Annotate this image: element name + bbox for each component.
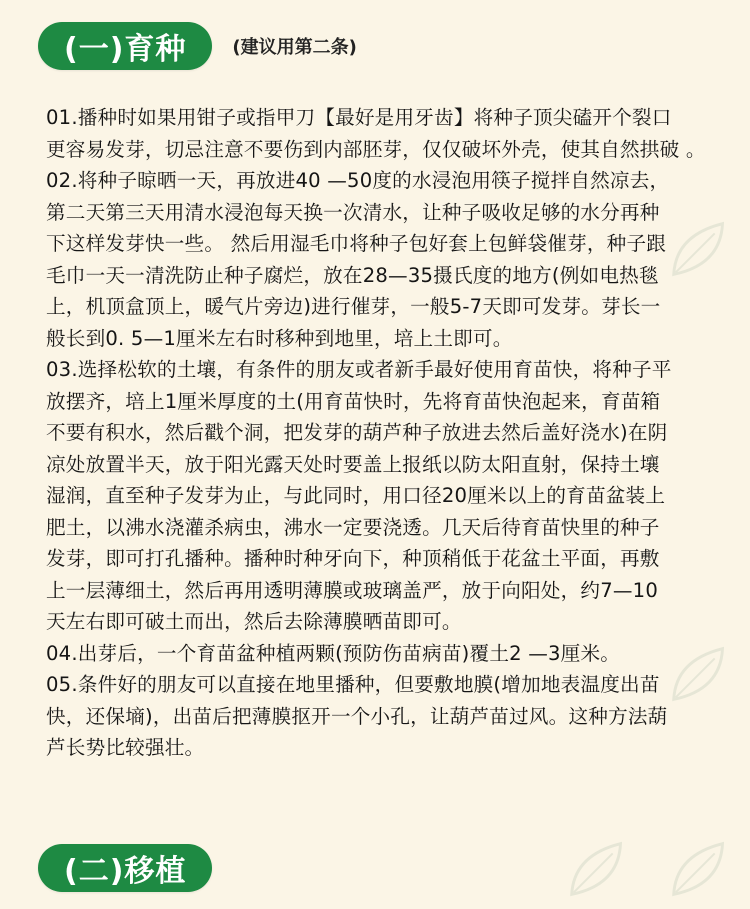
section-header-transplant: [38, 843, 212, 893]
text-line: 湿润，直至种子发芽为止，与此同时，用口径20厘米以上的育苗盆装上: [46, 484, 666, 507]
section-title-transplant: (二)移植: [38, 844, 212, 892]
text-line: 放摆齐，培上1厘米厚度的土(用育苗快时，先将育苗快泡起来，育苗箱: [46, 389, 661, 413]
leaf-watermark-icon: [664, 215, 742, 285]
text-line: 05.条件好的朋友可以直接在地里播种，但要敷地膜(增加地表温度出苗: [46, 673, 660, 696]
text-line: 02.将种子晾晒一天，再放进40 —50度的水浸泡用筷子搅拌自然凉去，: [46, 169, 670, 192]
text-line: 凉处放置半天，放于阳光露天处时要盖上报纸以防太阳直射，保持土壤: [46, 452, 660, 476]
text-line: 肥土，以沸水浇灌杀病虫，沸水一定要浇透。几天后待育苗快里的种子: [46, 515, 660, 539]
text-line: 快，还保墒)，出苗后把薄膜抠开一个小孔，让葫芦苗过风。这种方法葫: [46, 704, 668, 728]
content-body: [46, 102, 710, 764]
text-line: 04.出芽后，一个育苗盆种植两颗(预防伤苗病苗)覆土2 —3厘米。: [46, 641, 621, 665]
text-line: 发芽，即可打孔播种。播种时种牙向下，种顶稍低于花盆土平面，再敷: [46, 547, 660, 570]
text-line: 第二天第三天用清水浸泡每天换一次清水，让种子吸收足够的水分再种: [46, 200, 660, 224]
section-header-breeding: [38, 21, 357, 71]
leaf-watermark-icon: [664, 640, 742, 710]
text-line: 上，机顶盒顶上，暖气片旁边)进行催芽，一般5-7天即可发芽。芽长一: [46, 295, 661, 318]
text-line: 毛巾一天一清洗防止种子腐烂，放在28—35摄氏度的地方(例如电热毯: [46, 263, 659, 287]
text-line: 01.播种时如果用钳子或指甲刀【最好是用牙齿】将种子顶尖磕开个裂口: [46, 106, 672, 129]
text-line: 上一层薄细土，然后再用透明薄膜或玻璃盖严，放于向阳处，约7—10: [46, 578, 659, 602]
text-line: 下这样发芽快一些。 然后用湿毛巾将种子包好套上包鲜袋催芽，种子跟: [46, 232, 667, 255]
text-line: 芦长势比较强壮。: [46, 736, 205, 759]
section-title-breeding: (一)育种: [38, 22, 212, 70]
text-line: 更容易发芽，切忌注意不要伤到内部胚芽，仅仅破坏外壳，使其自然拱破 。: [46, 137, 706, 161]
text-line: 般长到0. 5—1厘米左右时移种到地里，培上土即可。: [46, 326, 513, 350]
text-line: 不要有积水，然后戳个洞，把发芽的葫芦种子放进去然后盖好浇水)在阴: [46, 421, 668, 444]
text-line: 03.选择松软的土壤，有条件的朋友或者新手最好使用育苗快，将种子平: [46, 358, 672, 381]
text-line: 天左右即可破土而出，然后去除薄膜晒苗即可。: [46, 610, 462, 633]
leaf-watermark-icon: [562, 835, 640, 905]
leaf-watermark-icon: [664, 835, 742, 905]
section-note: (建议用第二条): [232, 37, 357, 58]
